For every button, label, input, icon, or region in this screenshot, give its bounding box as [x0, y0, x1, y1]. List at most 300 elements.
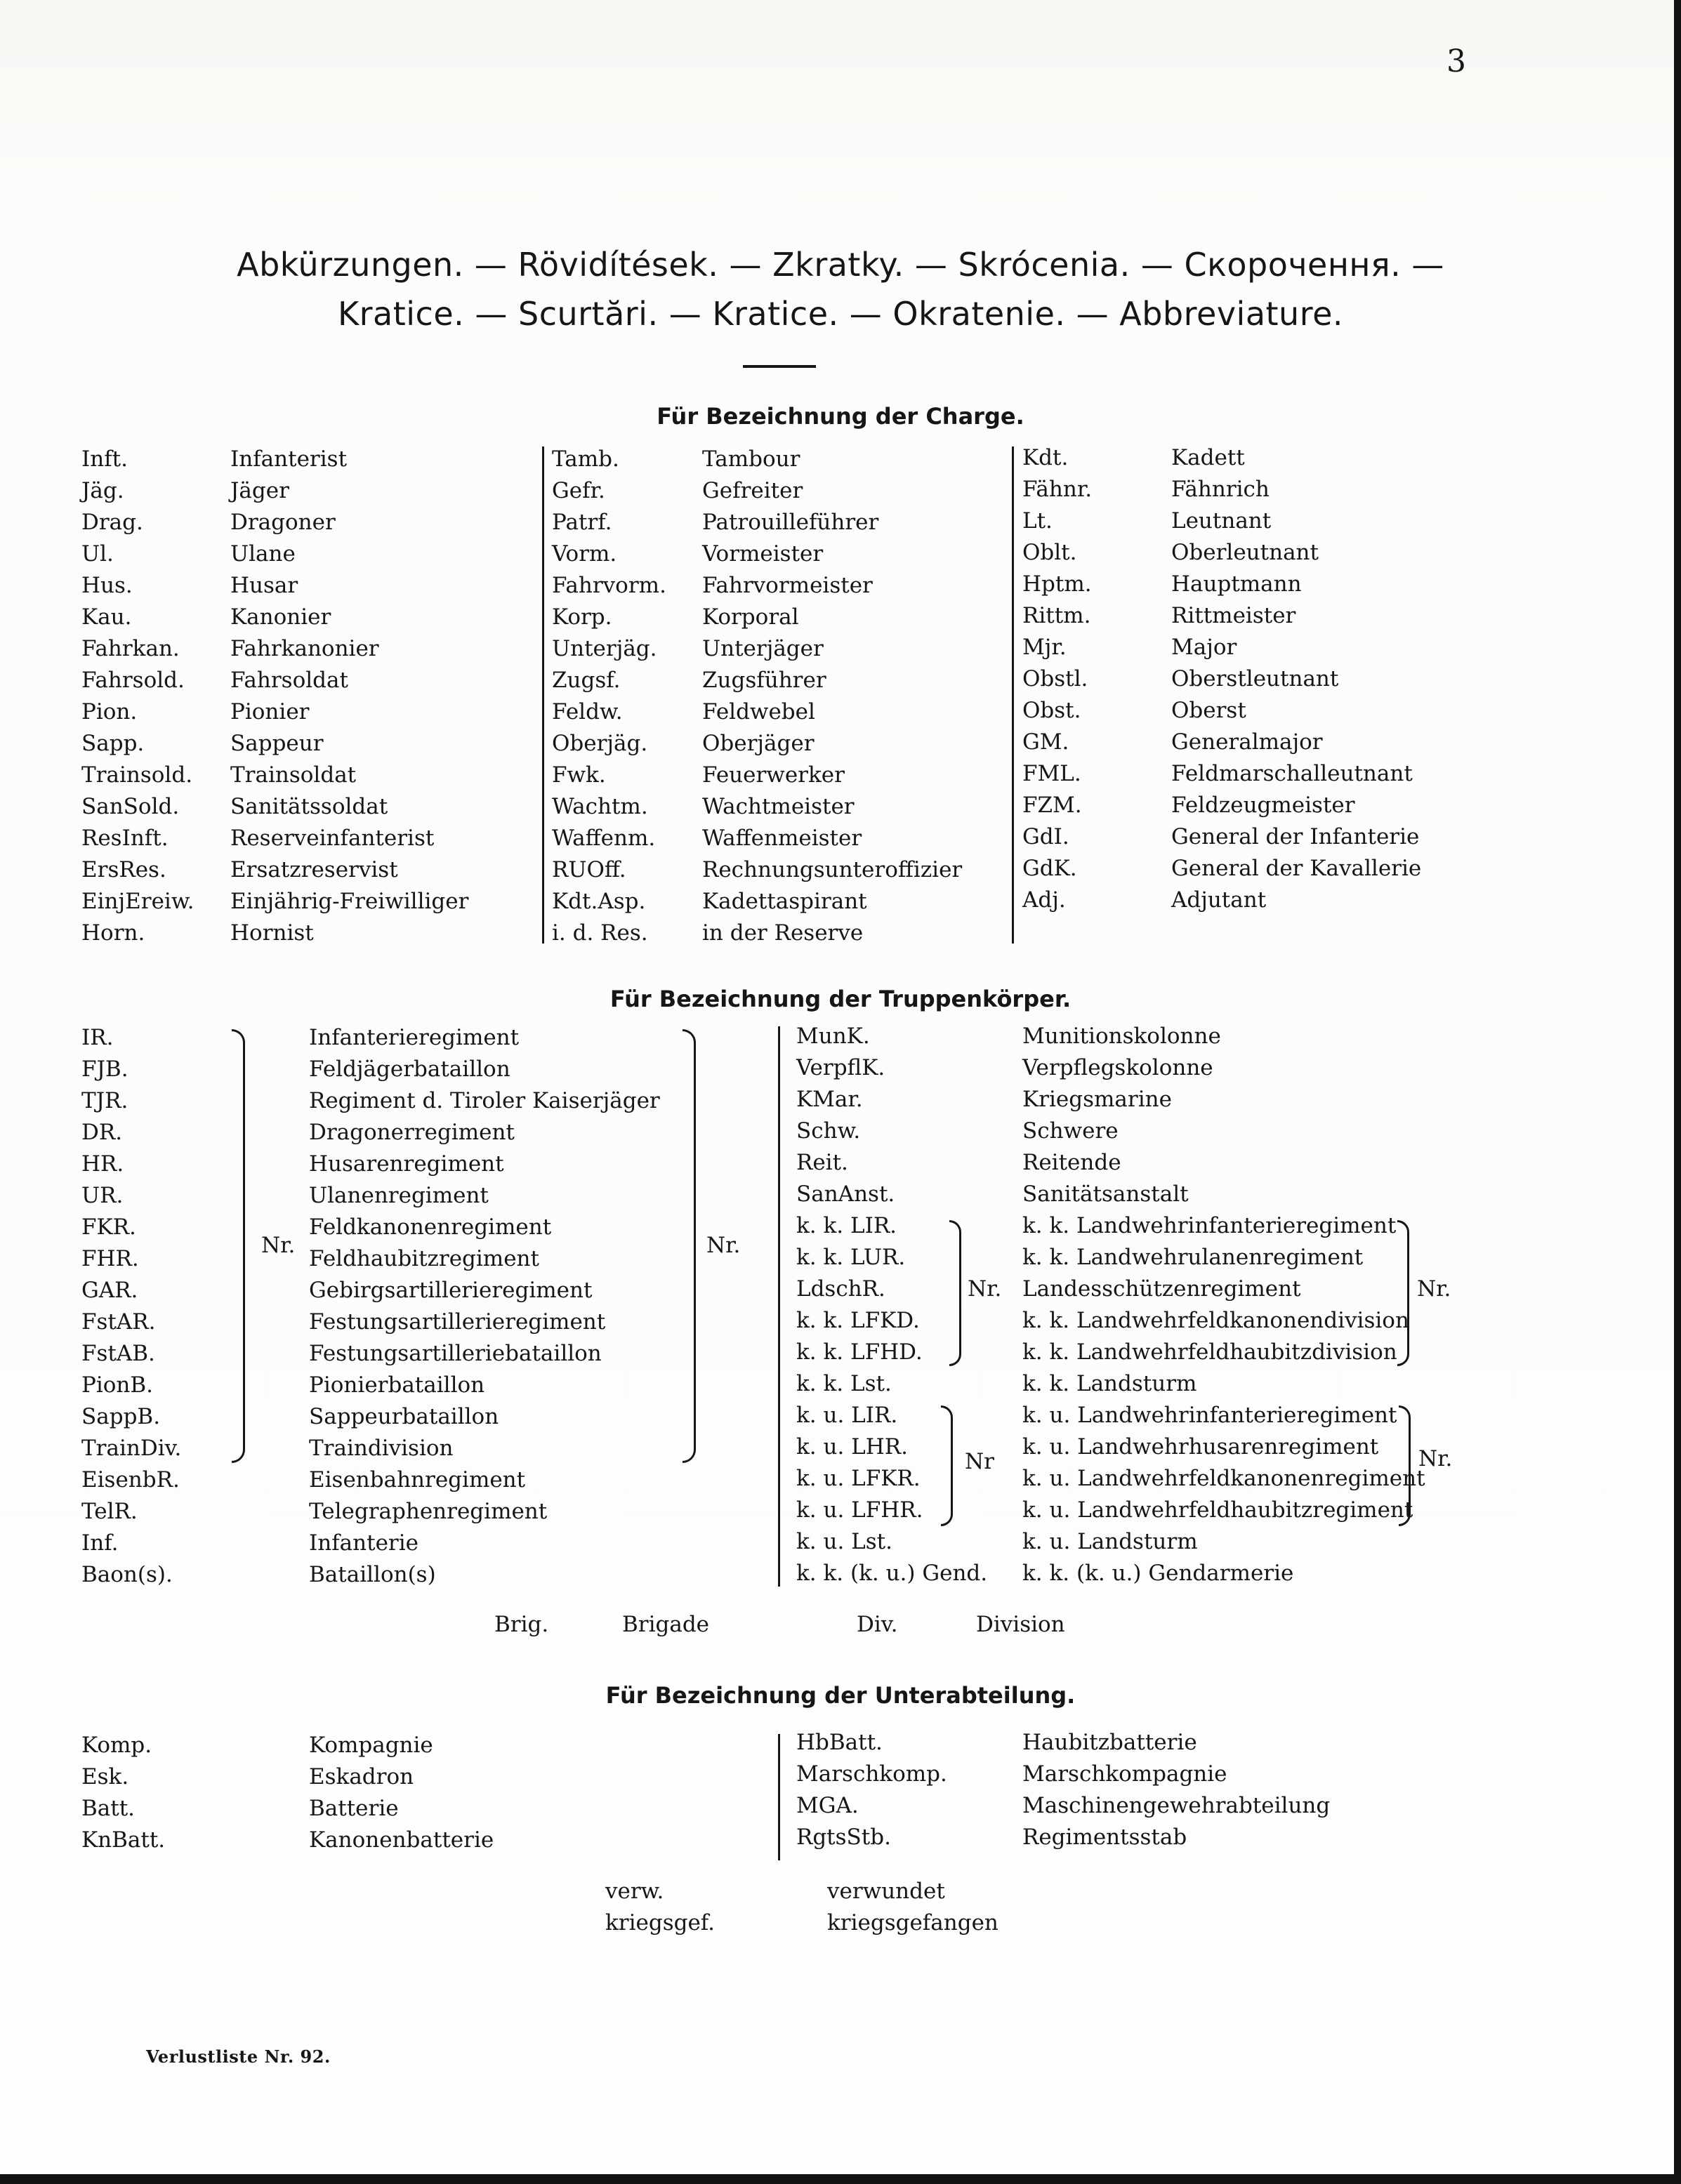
- abbreviation: Ul.: [81, 541, 114, 567]
- list-item: [81, 570, 531, 602]
- list-item: [1022, 474, 1472, 505]
- list-item: [81, 665, 531, 696]
- list-item: [552, 854, 1001, 886]
- list-item: [796, 1179, 1456, 1210]
- abbreviation: Kdt.: [1022, 445, 1069, 470]
- list-item: [81, 1793, 713, 1825]
- full-term: Kanonier: [230, 604, 331, 630]
- list-item: [796, 1305, 1456, 1337]
- abbreviation: Unterjäg.: [552, 636, 657, 661]
- full-term: Feldzeugmeister: [1171, 793, 1355, 818]
- abbreviation: Marschkomp.: [796, 1761, 947, 1787]
- full-term: Hornist: [230, 920, 314, 946]
- kk-full-brace: [1397, 1220, 1409, 1366]
- full-term: k. k. Landwehrinfanterieregiment: [1022, 1213, 1397, 1238]
- full-term: Ulanenregiment: [309, 1183, 489, 1208]
- list-item: [81, 1149, 741, 1180]
- list-item: [81, 1464, 741, 1496]
- abbreviation: k. k. Lst.: [796, 1371, 892, 1396]
- list-item: [1022, 727, 1472, 758]
- ku-full-brace-nr: Nr.: [1418, 1446, 1453, 1471]
- list-item: [81, 791, 531, 823]
- full-term: Schwere: [1022, 1118, 1119, 1144]
- footer-note: Verlustliste Nr. 92.: [146, 2046, 331, 2067]
- list-item: [796, 1400, 1456, 1431]
- full-term: Regimentsstab: [1022, 1825, 1187, 1850]
- list-item: [81, 1370, 741, 1401]
- truppen-divider: [778, 1026, 780, 1587]
- full-term: Tambour: [702, 446, 800, 472]
- full-term: Kompagnie: [309, 1733, 433, 1758]
- list-item: [605, 1876, 1097, 1907]
- list-item: [796, 1052, 1456, 1084]
- kk-full-brace-nr: Nr.: [1417, 1276, 1451, 1302]
- abbreviation: Horn.: [81, 920, 145, 946]
- full-term: Rittmeister: [1171, 603, 1296, 628]
- list-item: [796, 1337, 1456, 1368]
- abbreviation: k. u. LHR.: [796, 1434, 908, 1460]
- abbreviation: TelR.: [81, 1499, 138, 1524]
- list-item: [81, 728, 531, 760]
- full-term: Oberst: [1171, 698, 1246, 723]
- left-brace: [232, 1029, 245, 1463]
- list-item: [796, 1558, 1456, 1589]
- abbreviation: ResInft.: [81, 826, 169, 851]
- full-term: Unterjäger: [702, 636, 824, 661]
- full-term: Fahrsoldat: [230, 668, 348, 693]
- abbreviation: Obstl.: [1022, 666, 1088, 691]
- abbreviation: Mjr.: [1022, 635, 1067, 660]
- list-item: [796, 1368, 1456, 1400]
- list-item: [1022, 537, 1472, 569]
- list-item: [1022, 695, 1472, 727]
- list-item: [552, 918, 1001, 949]
- abbreviation: verw.: [605, 1879, 664, 1904]
- full-term: Ulane: [230, 541, 296, 567]
- abbreviation: Korp.: [552, 604, 612, 630]
- full-term: Infanterieregiment: [309, 1025, 520, 1050]
- full-term: Major: [1171, 635, 1237, 660]
- abbreviation: Wachtm.: [552, 794, 648, 819]
- list-item: [1022, 758, 1472, 790]
- abbreviation: Inft.: [81, 446, 128, 472]
- list-item: [796, 1495, 1456, 1526]
- abbreviation: RgtsStb.: [796, 1825, 891, 1850]
- list-item: [81, 444, 531, 475]
- list-item: [81, 602, 531, 633]
- abbreviation: MunK.: [796, 1024, 870, 1049]
- abbreviation: Tamb.: [552, 446, 619, 472]
- abbreviation: Schw.: [796, 1118, 861, 1144]
- abbreviation: SappB.: [81, 1404, 161, 1429]
- full-term: Bataillon(s): [309, 1562, 436, 1587]
- abbreviation: Fahrkan.: [81, 636, 180, 661]
- list-item: [81, 1825, 713, 1856]
- abbreviation: Reit.: [796, 1150, 848, 1175]
- full-term: k. k. Landwehrulanenregiment: [1022, 1245, 1364, 1270]
- list-item: [796, 1759, 1428, 1790]
- left-brace-nr: Nr.: [261, 1233, 296, 1258]
- full-term: k. k. Landsturm: [1022, 1371, 1197, 1396]
- list-item: [1022, 505, 1472, 537]
- full-term: k. k. (k. u.) Gendarmerie: [1022, 1561, 1294, 1586]
- abbreviation: Komp.: [81, 1733, 152, 1758]
- unter-heading: Für Bezeichnung der Unterabteilung.: [605, 1682, 1076, 1709]
- list-item: [552, 602, 1001, 633]
- abbreviation: FstAR.: [81, 1309, 156, 1335]
- full-term: Pionier: [230, 699, 310, 724]
- list-item: [796, 1273, 1456, 1305]
- abbreviation: Adj.: [1022, 887, 1066, 913]
- unter-extra-list: [605, 1876, 1097, 1939]
- list-item: [81, 760, 531, 791]
- truppen-heading: Für Bezeichnung der Truppenkörper.: [609, 986, 1072, 1012]
- list-item: [81, 1761, 713, 1793]
- full-term: Reserveinfanterist: [230, 826, 435, 851]
- ku-abbr-brace-nr: Nr: [965, 1449, 994, 1474]
- list-item: [1022, 790, 1472, 821]
- full-term: Wachtmeister: [702, 794, 855, 819]
- charge-column-2: [552, 444, 1001, 949]
- full-term: Kanonenbatterie: [309, 1827, 494, 1853]
- list-item: [81, 1212, 741, 1243]
- abbreviation: Patrf.: [552, 510, 612, 535]
- list-item: [1022, 569, 1472, 600]
- abbreviation: Sapp.: [81, 731, 145, 756]
- list-item: [552, 886, 1001, 918]
- abbreviation: Gefr.: [552, 478, 605, 503]
- full-term: k. k. Landwehrfeldhaubitzdivision: [1022, 1339, 1397, 1365]
- full-term: Hauptmann: [1171, 571, 1302, 597]
- list-item: [81, 918, 531, 949]
- list-item: [605, 1907, 1097, 1939]
- unter-divider: [778, 1734, 780, 1860]
- full-term: k. u. Landsturm: [1022, 1529, 1198, 1554]
- abbreviation: KMar.: [796, 1087, 863, 1112]
- full-term: Leutnant: [1171, 508, 1272, 534]
- list-item: [796, 1790, 1428, 1822]
- list-item: [81, 854, 531, 886]
- list-item: [81, 633, 531, 665]
- list-item: [552, 475, 1001, 507]
- full-term: Infanterie: [309, 1530, 419, 1556]
- full-term: Oberleutnant: [1171, 540, 1319, 565]
- full-term: Sappeurbataillon: [309, 1404, 499, 1429]
- abbreviation: Baon(s).: [81, 1562, 173, 1587]
- abbreviation: Zugsf.: [552, 668, 621, 693]
- list-item: [81, 1433, 741, 1464]
- full-term: Zugsführer: [702, 668, 826, 693]
- full-term: Sanitätssoldat: [230, 794, 388, 819]
- list-item: [81, 1117, 741, 1149]
- div-full: Division: [976, 1612, 1065, 1637]
- full-term: Dragoner: [230, 510, 336, 535]
- list-item: [796, 1084, 1456, 1116]
- abbreviation: i. d. Res.: [552, 920, 648, 946]
- middle-brace-nr: Nr.: [706, 1233, 741, 1258]
- list-item: [552, 444, 1001, 475]
- list-item: [81, 1496, 741, 1528]
- list-item: [81, 1528, 741, 1559]
- abbreviation: Inf.: [81, 1530, 119, 1556]
- full-term: Fahrvormeister: [702, 573, 873, 598]
- list-item: [81, 1243, 741, 1275]
- list-item: [552, 570, 1001, 602]
- full-term: Sappeur: [230, 731, 324, 756]
- full-term: k. u. Landwehrfeldkanonenregiment: [1022, 1466, 1425, 1491]
- full-term: Pionierbataillon: [309, 1372, 485, 1398]
- list-item: [81, 1730, 713, 1761]
- unter-right-column: [796, 1727, 1428, 1853]
- abbreviation: Hptm.: [1022, 571, 1092, 597]
- abbreviation: HbBatt.: [796, 1730, 883, 1755]
- abbreviation: Vorm.: [552, 541, 617, 567]
- list-item: [81, 1275, 741, 1306]
- full-term: Waffenmeister: [702, 826, 862, 851]
- full-term: Marschkompagnie: [1022, 1761, 1227, 1787]
- list-item: [796, 1147, 1456, 1179]
- full-term: Rechnungsunteroffizier: [702, 857, 963, 882]
- abbreviation: FZM.: [1022, 793, 1082, 818]
- list-item: [1022, 853, 1472, 885]
- list-item: [81, 1054, 741, 1085]
- full-term: Traindivision: [309, 1436, 454, 1461]
- list-item: [552, 507, 1001, 538]
- full-term: Sanitätsanstalt: [1022, 1182, 1189, 1207]
- full-term: Oberjäger: [702, 731, 815, 756]
- full-term: Vormeister: [702, 541, 824, 567]
- full-term: k. u. Landwehrinfanterieregiment: [1022, 1403, 1397, 1428]
- full-term: Kadett: [1171, 445, 1245, 470]
- div-abbr: Div.: [857, 1612, 898, 1637]
- full-term: Maschinengewehrabteilung: [1022, 1793, 1331, 1818]
- full-term: Fahrkanonier: [230, 636, 379, 661]
- list-item: [81, 1559, 741, 1591]
- full-term: Telegraphenregiment: [309, 1499, 548, 1524]
- full-term: Husarenregiment: [309, 1151, 504, 1177]
- abbreviation: EisenbR.: [81, 1467, 180, 1493]
- charge-divider-1: [542, 446, 544, 944]
- list-item: [1022, 600, 1472, 632]
- list-item: [1022, 442, 1472, 474]
- list-item: [796, 1822, 1428, 1853]
- full-term: Ersatzreservist: [230, 857, 398, 882]
- full-term: Einjährig-Freiwilliger: [230, 889, 469, 914]
- middle-brace: [683, 1029, 696, 1463]
- abbreviation: Fahrsold.: [81, 668, 185, 693]
- list-item: [796, 1526, 1456, 1558]
- abbreviation: Rittm.: [1022, 603, 1091, 628]
- abbreviation: FJB.: [81, 1057, 128, 1082]
- brig-abbr: Brig.: [494, 1612, 549, 1637]
- abbreviation: Fahrvorm.: [552, 573, 666, 598]
- full-term: kriegsgefangen: [827, 1910, 998, 1935]
- full-term: Reitende: [1022, 1150, 1121, 1175]
- abbreviation: FML.: [1022, 761, 1081, 786]
- full-term: Festungsartilleriebataillon: [309, 1341, 602, 1366]
- list-item: [81, 1180, 741, 1212]
- list-item: [796, 1210, 1456, 1242]
- scan-edge-bottom: [0, 2174, 1681, 2184]
- brig-full: Brigade: [622, 1612, 710, 1637]
- charge-heading: Für Bezeichnung der Charge.: [657, 403, 1024, 430]
- abbreviation: kriegsgef.: [605, 1910, 716, 1935]
- abbreviation: RUOff.: [552, 857, 626, 882]
- list-item: [796, 1021, 1456, 1052]
- abbreviation: k. u. LFHR.: [796, 1497, 923, 1523]
- full-term: Trainsoldat: [230, 762, 357, 788]
- abbreviation: VerpflK.: [796, 1055, 885, 1080]
- unter-left-column: [81, 1730, 713, 1856]
- full-term: Feldhaubitzregiment: [309, 1246, 539, 1271]
- full-term: Feldmarschalleutnant: [1171, 761, 1413, 786]
- abbreviation: LdschR.: [796, 1276, 885, 1302]
- abbreviation: k. k. LFHD.: [796, 1339, 923, 1365]
- list-item: [796, 1116, 1456, 1147]
- abbreviation: Kdt.Asp.: [552, 889, 646, 914]
- list-item: [81, 1085, 741, 1117]
- charge-divider-2: [1012, 446, 1014, 944]
- full-term: Feldwebel: [702, 699, 815, 724]
- full-term: General der Infanterie: [1171, 824, 1420, 849]
- abbreviation: GdI.: [1022, 824, 1069, 849]
- list-item: [81, 886, 531, 918]
- full-term: Fähnrich: [1171, 477, 1270, 502]
- full-term: Kadettaspirant: [702, 889, 867, 914]
- abbreviation: ErsRes.: [81, 857, 166, 882]
- abbreviation: GM.: [1022, 729, 1069, 755]
- abbreviation: DR.: [81, 1120, 123, 1145]
- full-term: Haubitzbatterie: [1022, 1730, 1197, 1755]
- list-item: [1022, 885, 1472, 916]
- abbreviation: Jäg.: [81, 478, 124, 503]
- full-term: Feldjägerbataillon: [309, 1057, 510, 1082]
- abbreviation: KnBatt.: [81, 1827, 166, 1853]
- abbreviation: Oberjäg.: [552, 731, 648, 756]
- list-item: [81, 823, 531, 854]
- list-item: [552, 728, 1001, 760]
- full-term: in der Reserve: [702, 920, 864, 946]
- full-term: Jäger: [230, 478, 289, 503]
- truppen-right-column: [796, 1021, 1456, 1589]
- list-item: [81, 1022, 741, 1054]
- full-term: Infanterist: [230, 446, 348, 472]
- abbreviation: PionB.: [81, 1372, 154, 1398]
- full-term: Generalmajor: [1171, 729, 1323, 755]
- abbreviation: GAR.: [81, 1278, 138, 1303]
- list-item: [796, 1463, 1456, 1495]
- abbreviation: HR.: [81, 1151, 124, 1177]
- truppen-left-column: [81, 1022, 741, 1591]
- full-term: Landesschützenregiment: [1022, 1276, 1301, 1302]
- list-item: [552, 791, 1001, 823]
- full-term: Verpflegskolonne: [1022, 1055, 1213, 1080]
- abbreviation: SanSold.: [81, 794, 180, 819]
- list-item: [81, 475, 531, 507]
- full-term: k. u. Landwehrfeldhaubitzregiment: [1022, 1497, 1413, 1523]
- ku-full-brace: [1399, 1405, 1411, 1526]
- list-item: [1022, 632, 1472, 663]
- abbreviation: TJR.: [81, 1088, 128, 1113]
- list-item: [81, 538, 531, 570]
- abbreviation: Pion.: [81, 699, 138, 724]
- abbreviation: Trainsold.: [81, 762, 193, 788]
- list-item: [552, 538, 1001, 570]
- full-term: General der Kavallerie: [1171, 856, 1422, 881]
- abbreviation: Drag.: [81, 510, 143, 535]
- list-item: [81, 1401, 741, 1433]
- full-term: Gefreiter: [702, 478, 803, 503]
- full-term: Eisenbahnregiment: [309, 1467, 526, 1493]
- full-term: Husar: [230, 573, 298, 598]
- abbreviation: UR.: [81, 1183, 124, 1208]
- abbreviation: IR.: [81, 1025, 114, 1050]
- full-term: k. k. Landwehrfeldkanonendivision: [1022, 1308, 1409, 1333]
- abbreviation: Fwk.: [552, 762, 606, 788]
- list-item: [81, 507, 531, 538]
- abbreviation: FHR.: [81, 1246, 139, 1271]
- abbreviation: EinjEreiw.: [81, 889, 195, 914]
- abbreviation: Feldw.: [552, 699, 623, 724]
- full-term: Festungsartillerieregiment: [309, 1309, 606, 1335]
- full-term: Munitionskolonne: [1022, 1024, 1221, 1049]
- ku-abbr-brace: [941, 1405, 953, 1526]
- list-item: [552, 665, 1001, 696]
- abbreviation: MGA.: [796, 1793, 859, 1818]
- full-term: Eskadron: [309, 1764, 414, 1789]
- list-item: [796, 1242, 1456, 1273]
- charge-column-3: [1022, 442, 1472, 916]
- abbreviation: k. u. Lst.: [796, 1529, 892, 1554]
- title-line-2: Kratice. — Scurtări. — Kratice. — Okratenie. — Abbreviature.: [337, 295, 1344, 333]
- abbreviation: SanAnst.: [796, 1182, 895, 1207]
- abbreviation: Waffenm.: [552, 826, 656, 851]
- full-term: Regiment d. Tiroler Kaiserjäger: [309, 1088, 660, 1113]
- abbreviation: k. u. LFKR.: [796, 1466, 921, 1491]
- list-item: [1022, 663, 1472, 695]
- full-term: Batterie: [309, 1796, 399, 1821]
- abbreviation: Oblt.: [1022, 540, 1077, 565]
- abbreviation: GdK.: [1022, 856, 1077, 881]
- abbreviation: k. u. LIR.: [796, 1403, 898, 1428]
- abbreviation: Hus.: [81, 573, 133, 598]
- abbreviation: k. k. LIR.: [796, 1213, 897, 1238]
- list-item: [796, 1727, 1428, 1759]
- full-term: Feuerwerker: [702, 762, 845, 788]
- abbreviation: Kau.: [81, 604, 132, 630]
- list-item: [1022, 821, 1472, 853]
- full-term: Patrouilleführer: [702, 510, 879, 535]
- kk-abbr-brace: [949, 1220, 961, 1366]
- list-item: [81, 1306, 741, 1338]
- list-item: [796, 1431, 1456, 1463]
- abbreviation: FstAB.: [81, 1341, 155, 1366]
- full-term: Feldkanonenregiment: [309, 1215, 552, 1240]
- list-item: [81, 696, 531, 728]
- list-item: [81, 1338, 741, 1370]
- full-term: Dragonerregiment: [309, 1120, 515, 1145]
- abbreviation: k. k. LUR.: [796, 1245, 906, 1270]
- kk-abbr-brace-nr: Nr.: [968, 1276, 1002, 1302]
- list-item: [552, 823, 1001, 854]
- abbreviation: TrainDiv.: [81, 1436, 182, 1461]
- full-term: verwundet: [827, 1879, 945, 1904]
- abbreviation: k. k. LFKD.: [796, 1308, 920, 1333]
- title-line-1: Abkürzungen. — Rövidítések. — Zkratky. — Skrócenia. — Скорочення. —: [237, 246, 1444, 284]
- full-term: Kriegsmarine: [1022, 1087, 1172, 1112]
- abbreviation: Esk.: [81, 1764, 129, 1789]
- abbreviation: FKR.: [81, 1215, 136, 1240]
